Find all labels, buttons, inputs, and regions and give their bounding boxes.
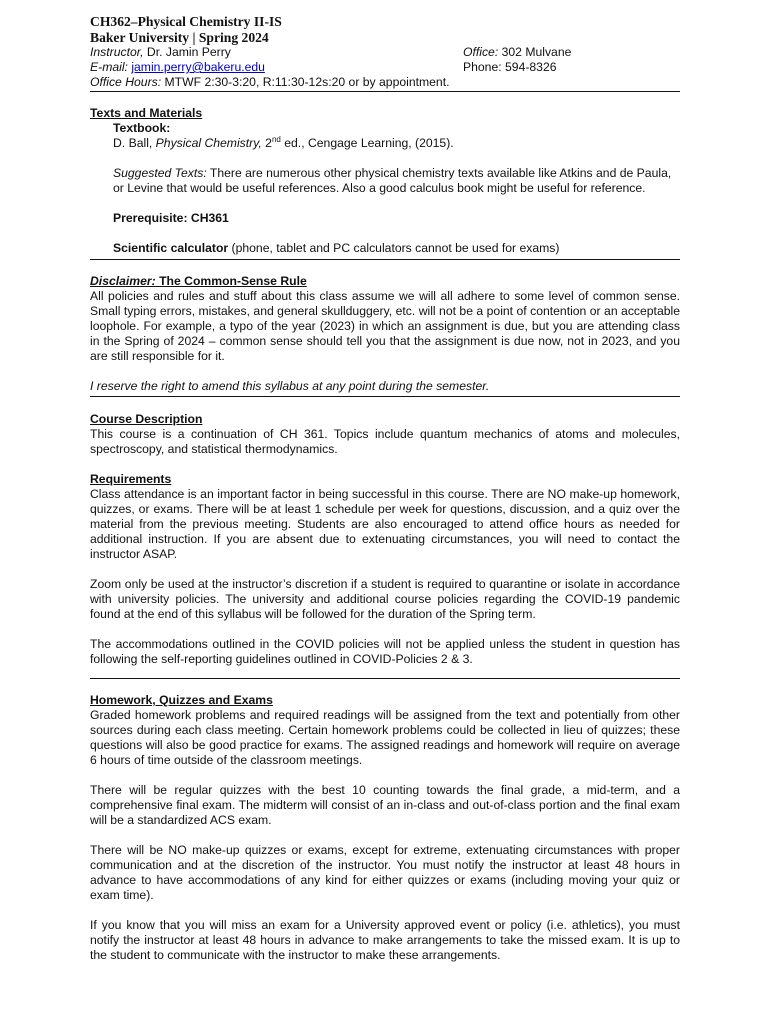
course-title: CH362–Physical Chemistry II-IS: [90, 14, 282, 29]
textbook-edition-suffix: nd: [271, 134, 281, 144]
disclaimer-heading-rest: The Common-Sense Rule: [155, 274, 307, 288]
office-hours-value: MTWF 2:30-3:20, R:11:30-12s:20 or by appointment.: [164, 75, 450, 89]
office-cell: [463, 45, 571, 60]
email-link[interactable]: jamin.perry@bakeru.edu: [131, 60, 265, 74]
calculator-body: (phone, tablet and PC calculators cannot be used for exams): [228, 241, 560, 255]
office-hours-line: [90, 75, 680, 90]
requirements-heading: Requirements: [90, 472, 172, 486]
office-hours-label: Office Hours:: [90, 75, 162, 89]
suggested-texts: [90, 166, 680, 196]
phone-number: Phone: 594-8326: [463, 60, 557, 74]
disclaimer-body: All policies and rules and stuff about this class assume we will all adhere to some level of common sense. Small typing errors, mistakes, and general skullduggery, etc. will not be a point of contention or an acceptable loophole. For example, a typo of the year (2023) in which an assignment is due, but you are attending class in the Spring of 2024 – common sense should tell you that the assignment is due now, not in 2023, and you are still responsible for it.: [90, 289, 680, 363]
office-value: 302 Mulvane: [501, 45, 572, 59]
requirements-paragraph-2: Zoom only be used at the instructor’s discretion if a student is required to quarantine or isolate in accordance with university policies. The university and additional course policies regarding the COVID-19 pandemic found at the end of this syllabus will be followed for the duration of the Spring term.: [90, 577, 680, 621]
calculator-line: [90, 241, 680, 256]
description-body: This course is a continuation of CH 361. Topics include quantum mechanics of atoms and molecules, spectroscopy, and statistical thermodynamics.: [90, 427, 680, 456]
disclaimer-section: [90, 260, 680, 397]
disclaimer-heading-italic: Disclaimer:: [90, 274, 156, 288]
homework-heading: Homework, Quizzes and Exams: [90, 693, 273, 707]
instructor-row: [90, 45, 680, 60]
requirements-section: [90, 457, 680, 679]
prerequisite: Prerequisite: CH361: [113, 211, 229, 225]
syllabus-page: [90, 14, 680, 963]
instructor-label: Instructor,: [90, 45, 144, 59]
homework-paragraph-2: There will be regular quizzes with the best 10 counting towards the final grade, a mid-term, and a comprehensive final exam. The midterm will consist of an in-class and out-of-class portion and the final exam will be a standardized ACS exam.: [90, 783, 680, 827]
homework-paragraph-3: There will be NO make-up quizzes or exams, except for extreme, extenuating circumstances with proper communication and at the discretion of the instructor. You must notify the instructor at least 48 hours in advance to have accommodations of any kind for either quizzes or exams (including moving your quiz or exam time).: [90, 843, 680, 902]
instructor-name: Dr. Jamin Perry: [146, 45, 231, 59]
homework-paragraph-1: Graded homework problems and required readings will be assigned from the text and potentially from other sources during each class meeting. Certain homework problems could be collected in lieu of quizzes; these questions will also be good practice for exams. The assigned readings and homework will require on average 6 hours of time outside of the classroom meetings.: [90, 708, 680, 767]
calculator-label: Scientific calculator: [113, 241, 229, 255]
office-label: Office:: [463, 45, 499, 59]
textbook-edition-number: 2: [261, 136, 272, 150]
textbook-author: D. Ball,: [113, 136, 156, 150]
requirements-paragraph-3: The accommodations outlined in the COVID policies will not be applied unless the student in question has following the self-reporting guidelines outlined in COVID-Policies 2 & 3.: [90, 637, 680, 666]
texts-heading: Texts and Materials: [90, 106, 203, 120]
suggested-body: There are numerous other physical chemistry texts available like Atkins and de Paula, or Levine that would be useful references. Also a good calculus book might be useful for reference.: [113, 166, 672, 195]
email-cell: [90, 60, 463, 75]
textbook-publisher: ed., Cengage Learning, (2015).: [280, 136, 454, 150]
textbook-citation: [90, 136, 680, 151]
description-section: [90, 397, 680, 457]
institution-line: Baker University | Spring 2024: [90, 29, 269, 45]
instructor-cell: [90, 45, 463, 60]
suggested-label: Suggested Texts:: [113, 166, 207, 180]
reserve-note: I reserve the right to amend this syllabus at any point during the semester.: [90, 379, 490, 393]
homework-paragraph-4: If you know that you will miss an exam for a University approved event or policy (i.e. athletics), you must notify the instructor at least 48 hours in advance to make arrangements to take the missed exam. It is up to the student to communicate with the instructor to make these arrangements.: [90, 918, 680, 962]
homework-section: [90, 679, 680, 963]
description-heading: Course Description: [90, 412, 203, 426]
email-row: [90, 60, 680, 75]
email-label: E-mail:: [90, 60, 128, 74]
syllabus-header: [90, 14, 680, 92]
textbook-title: Physical Chemistry,: [155, 136, 262, 150]
texts-section: [90, 92, 680, 260]
requirements-paragraph-1: Class attendance is an important factor in being successful in this course. There are NO make-up homework, quizzes, or exams. There will be at least 1 schedule per week for questions, discussion, and a quiz over the material from the previous meeting. Students are also encouraged to attend office hours as needed for additional instruction. If you are absent due to extenuating circumstances, you will need to contact the instructor ASAP.: [90, 487, 680, 561]
disclaimer-heading: [90, 274, 680, 289]
textbook-label: Textbook:: [113, 121, 171, 135]
